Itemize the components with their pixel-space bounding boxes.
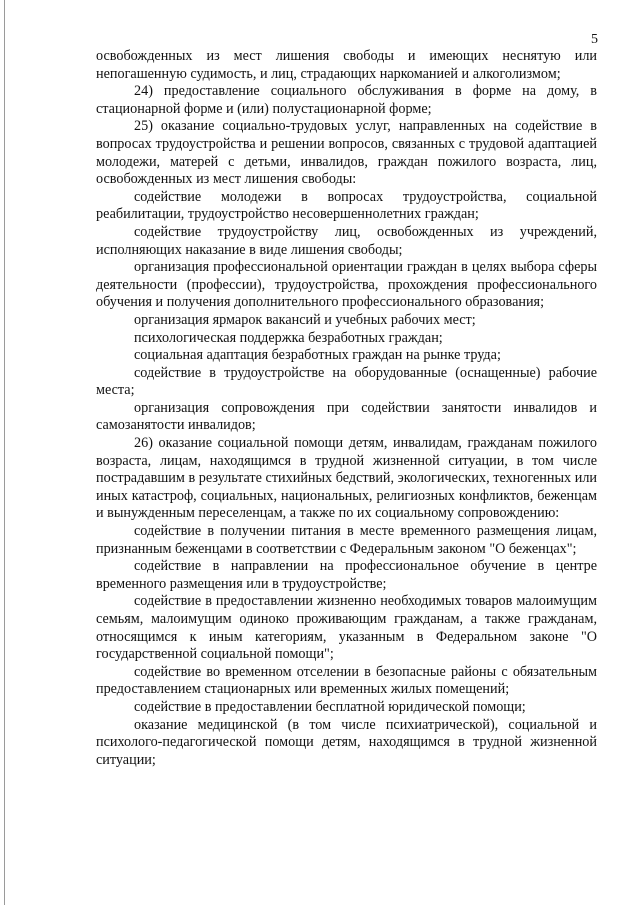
document-body [96,48,597,769]
paragraph-3: 25) оказание социально-трудовых услуг, направленных на содействие в вопросах трудоустройства и решении вопросов, связанных с трудовой адаптацией молодежи, матерей с детьми, инвалидов, граждан пожилого возраста, лиц, освобожденных из мест лишения свободы: [96,118,597,188]
paragraph-15: содействие в предоставлении жизненно необходимых товаров малоимущим семьям, малоимущим одиноко проживающим гражданам, а также гражданам, относящимся к иным категориям, указанным в Федеральном законе "О государственной социальной помощи"; [96,593,597,663]
paragraph-17: содействие в предоставлении бесплатной юридической помощи; [134,698,526,715]
paragraph-1: освобожденных из мест лишения свободы и имеющих неснятую или непогашенную судимость, и лиц, страдающих наркоманией и алкоголизмом; [96,48,597,82]
paragraph-18: оказание медицинской (в том числе психиатрической), социальной и психолого-педагогической помощи детям, находящимся в трудной жизненной ситуации; [96,716,597,768]
paragraph-14: содействие в направлении на профессиональное обучение в центре временного размещения или в трудоустройстве; [96,558,597,592]
page-number: 5 [591,32,598,47]
paragraph-12: 26) оказание социальной помощи детям, инвалидам, гражданам пожилого возраста, лицам, находящимся в трудной жизненной ситуации, в том числе пострадавшим в результате стихийных бедствий, экологических, техногенных или иных катастроф, социальных, национальных, религиозных конфликтов, беженцам и вынужденным переселенцам, а также по их социальному сопровождению: [96,435,597,522]
paragraph-7: организация ярмарок вакансий и учебных рабочих мест; [134,311,476,328]
paragraph-5: содействие трудоустройству лиц, освобожденных из учреждений, исполняющих наказание в виде лишения свободы; [96,223,597,258]
paragraph-2: 24) предоставление социального обслуживания в форме на дому, в стационарной форме и (или) полустационарной форме; [96,83,597,117]
paragraph-4: содействие молодежи в вопросах трудоустройства, социальной реабилитации, трудоустройство несовершеннолетних граждан; [96,188,597,223]
paragraph-8: психологическая поддержка безработных граждан; [134,329,443,346]
paragraph-11: организация сопровождения при содействии занятости инвалидов и самозанятости инвалидов; [96,399,597,434]
scan-edge-line [4,0,5,905]
paragraph-6: организация профессиональной ориентации граждан в целях выбора сферы деятельности (профессии), трудоустройства, прохождения профессионального обучения и получения дополнительного профессионального образования; [96,259,597,311]
paragraph-10: содействие в трудоустройстве на оборудованные (оснащенные) рабочие места; [96,364,597,399]
paragraph-13: содействие в получении питания в месте временного размещения лицам, признанным беженцами в соответствии с Федеральным законом "О беженцах"; [96,523,597,557]
paragraph-16: содействие во временном отселении в безопасные районы с обязательным предоставлением стационарных или временных жилых помещений; [96,663,597,698]
paragraph-9: социальная адаптация безработных граждан на рынке труда; [134,347,501,364]
